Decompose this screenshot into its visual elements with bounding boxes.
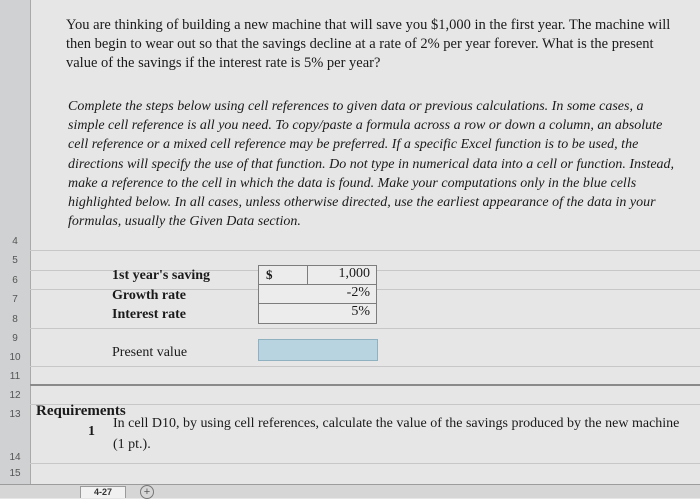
row-number-10[interactable]: 10 — [9, 352, 21, 363]
gridline — [30, 366, 700, 367]
row-number-5[interactable]: 5 — [12, 255, 18, 266]
row-number-15[interactable]: 15 — [9, 468, 21, 479]
section-divider — [30, 384, 700, 386]
add-sheet-icon[interactable]: + — [140, 485, 154, 499]
row-header-column — [0, 0, 31, 497]
row-number-8[interactable]: 8 — [12, 314, 18, 325]
row-number-14[interactable]: 14 — [9, 452, 21, 463]
gridline — [30, 463, 700, 464]
row-number-4[interactable]: 4 — [12, 236, 18, 247]
instructions-text: Complete the steps below using cell references to given data or previous calculations. In some cases, a simple cell reference is all you need. To copy/paste a formula across a row or down a column, an absolute cell reference or a mixed cell reference may be preferred. If a specific Excel function is to be used, the directions will specify the use of that function. Do not type in numerical data into a cell or function. Instead, make a reference to the cell in which the data is found. Make your computations only in the blue cells highlighted below. In all cases, unless otherwise directed, use the earliest appearance of the data in your formulas, usually the Given Data section. — [68, 99, 675, 230]
present-value-label: Present value — [112, 345, 188, 360]
present-value-input-cell[interactable] — [258, 339, 378, 361]
row-number-7[interactable]: 7 — [12, 294, 18, 305]
requirements-title: Requirements — [36, 403, 126, 419]
row-number-6[interactable]: 6 — [12, 275, 18, 286]
first-year-saving-label: 1st year's saving — [112, 268, 210, 283]
currency-symbol: $ — [266, 267, 273, 282]
gridline — [30, 250, 700, 251]
gridline — [30, 328, 700, 329]
problem-statement: You are thinking of building a new machine that will save you $1,000 in the first year. The machine will then begin to wear out so that the savings decline at a rate of 2% per year forever. What is the present value of the savings if the interest rate is 5% per year? — [66, 17, 671, 71]
row-number-13[interactable]: 13 — [9, 409, 21, 420]
requirement-number: 1 — [88, 424, 95, 439]
interest-rate-label: Interest rate — [112, 307, 186, 322]
requirement-text: In cell D10, by using cell references, calculate the value of the savings produced by the new machine (1 pt.). — [113, 416, 680, 452]
row-number-9[interactable]: 9 — [12, 333, 18, 344]
interest-rate-value: 5% — [351, 304, 370, 319]
sheet-tab-4-27[interactable]: 4-27 — [80, 486, 126, 498]
first-year-saving-value: 1,000 — [338, 266, 370, 281]
growth-rate-label: Growth rate — [112, 288, 186, 303]
row-number-11[interactable]: 11 — [9, 371, 21, 382]
growth-rate-value: -2% — [346, 285, 370, 300]
gridline — [30, 404, 700, 405]
row-number-12[interactable]: 12 — [9, 390, 21, 401]
